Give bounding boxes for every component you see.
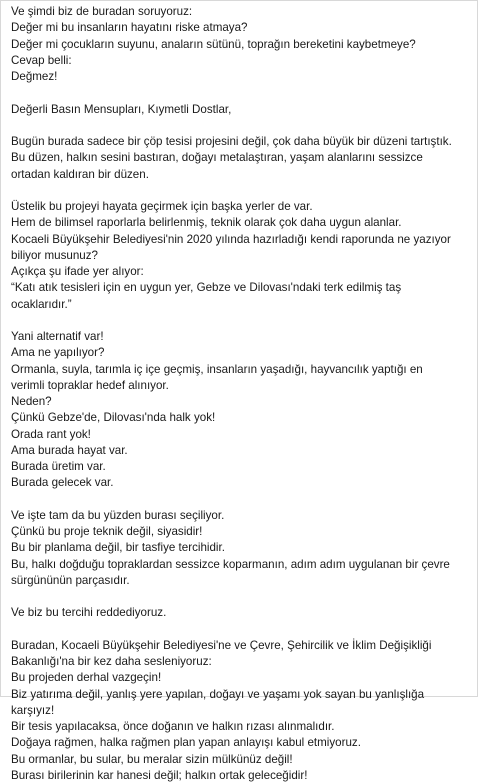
paragraph-spacer [11,589,473,605]
text-line: Değmez! [11,70,58,83]
paragraph [11,508,473,589]
text-line: verimli topraklar hedef alınıyor. [11,378,169,392]
paragraph-spacer [11,492,473,508]
text-line: Bugün burada sadece bir çöp tesisi projesini değil, çok daha büyük bir düzeni tartıştık. [11,135,452,148]
text-line: Değer mi bu insanların hayatını riske atmaya? [11,21,248,35]
text-line: Çünkü Gebze'de, Dilovası'nda halk yok! [11,411,216,425]
text-line: Cevap belli: [11,53,72,67]
text-line: Yani alternatif var! [11,330,104,343]
text-line: karşıyız! [11,703,55,717]
text-line: “Katı atık tesisleri için en uygun yer, Gebze ve Dilovası'ndaki terk edilmiş taş [11,281,402,295]
text-line: ocaklarıdır.” [11,297,72,311]
paragraph-spacer [11,622,473,638]
text-line: Hem de bilimsel raporlarla belirlenmiş, teknik olarak çok daha uygun alanlar. [11,216,402,230]
text-line: Burada gelecek var. [11,476,114,490]
text-line: Bu, halkı doğduğu topraklardan sessizce koparmanın, adım adım uygulanan bir çevre [11,557,450,571]
text-line: Çünkü bu proje teknik değil, siyasidir! [11,525,203,538]
text-line: ortadan kaldıran bir düzen. [11,167,149,181]
text-line: Ama ne yapılıyor? [11,346,105,360]
text-line: Orada rant yok! [11,427,91,441]
text-line: Ama burada hayat var. [11,443,128,457]
text-line: Bakanlığı'na bir kez daha sesleniyoruz: [11,655,212,668]
text-line: Burada üretim var. [11,460,106,473]
text-line: Bu düzen, halkın sesini bastıran, doğayı metalaştıran, yaşam alanlarını sessizce [11,151,423,165]
text-line: Buradan, Kocaeli Büyükşehir Belediyesi'ne ve Çevre, Şehircilik ve İklim Değişikliği [11,638,432,652]
text-line: Değer mi çocukların suyunu, anaların sütünü, toprağın bereketini kaybetmeye? [11,37,416,51]
paragraph-spacer [11,183,473,199]
text-line: Kocaeli Büyükşehir Belediyesi'nin 2020 yılında hazırladığı kendi raporunda ne yazıyor [11,232,451,246]
paragraph [11,638,473,784]
paragraph [11,329,473,492]
text-line: Üstelik bu projeyi hayata geçirmek için başka yerler de var. [11,200,313,213]
text-line: Ve biz bu tercihi reddediyoruz. [11,606,167,620]
paragraph-spacer [11,313,473,329]
text-line: biliyor musunuz? [11,248,98,262]
text-line: sürgününün parçasıdır. [11,573,130,587]
text-line: Açıkça şu ifade yer alıyor: [11,265,144,278]
text-line: Bu projeden derhal vazgeçin! [11,671,162,685]
paragraph [11,4,473,85]
text-line: Burası birilerinin kar hanesi değil; halkın ortak geleceğidir! [11,768,308,782]
paragraph [11,102,473,118]
text-line: Ve işte tam da bu yüzden burası seçiliyor. [11,508,225,522]
paragraph [11,134,473,183]
text-line: Bir tesis yapılacaksa, önce doğanın ve halkın rızası alınmalıdır. [11,720,335,733]
text-line: Değerli Basın Mensupları, Kıymetli Dostlar, [11,102,232,116]
paragraph [11,199,473,313]
text-line: Ve şimdi biz de buradan soruyoruz: [11,5,193,18]
text-line: Doğaya rağmen, halka rağmen plan yapan anlayışı kabul etmiyoruz. [11,736,361,750]
paragraph-spacer [11,85,473,101]
text-line: Biz yatırıma değil, yanlış yere yapılan, doğayı ve yaşamı yok sayan bu yanlışlığa [11,687,425,701]
text-line: Bu bir planlama değil, bir tasfiye tercihidir. [11,541,225,555]
paragraph [11,605,473,621]
text-line: Bu ormanlar, bu sular, bu meralar sizin mülkünüz değil! [11,752,293,766]
document-body [11,4,473,784]
text-line: Ormanla, suyla, tarımla iç içe geçmiş, insanların yaşadığı, hayvancılık yaptığı en [11,362,423,376]
paragraph-spacer [11,118,473,134]
text-line: Neden? [11,395,52,408]
